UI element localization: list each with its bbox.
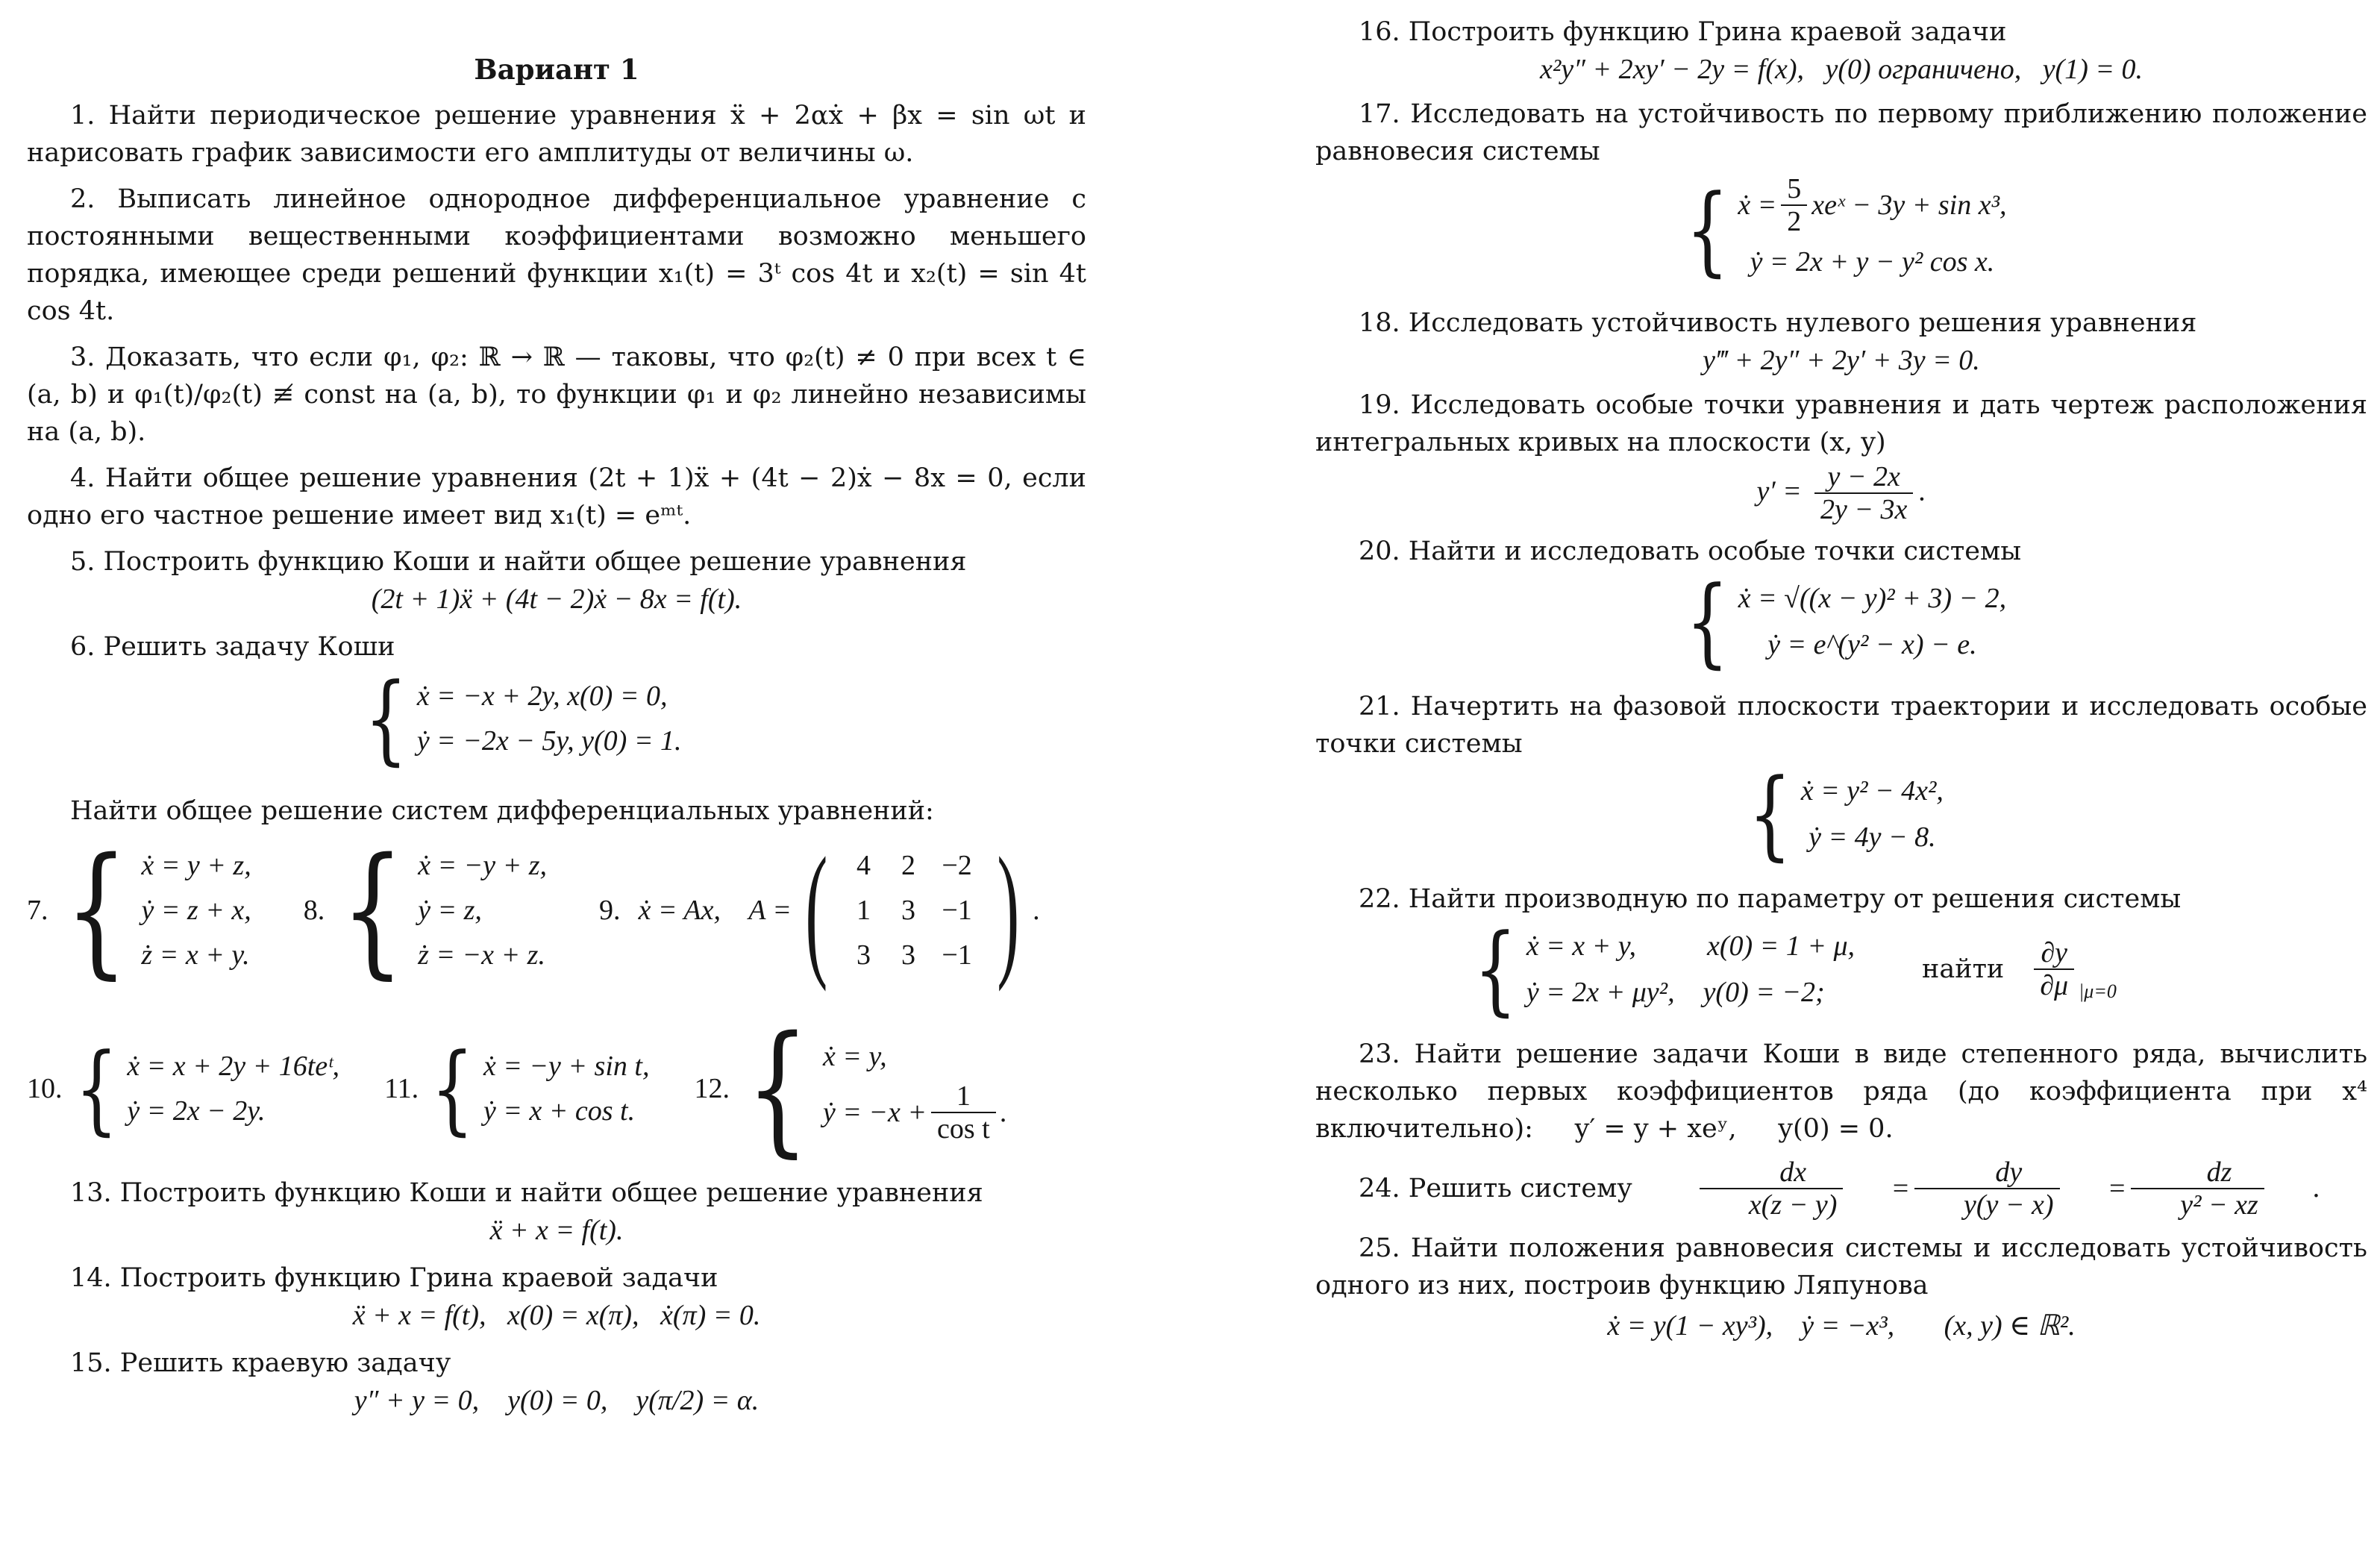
fraction-numerator: dz xyxy=(2131,1157,2264,1189)
page-title: Вариант 1 xyxy=(474,53,639,86)
fraction-numerator: 1 xyxy=(931,1080,996,1113)
problem-11-system: { ẋ = −y + sin t, ẏ = x + cos t. xyxy=(430,1032,650,1145)
matrix-cell: −1 xyxy=(942,939,972,971)
problem-10-system: { ẋ = x + 2y + 16teᵗ, ẏ = 2x − 2y. xyxy=(74,1032,340,1145)
matrix-cell: −2 xyxy=(942,850,972,881)
system-line: ẏ = z, xyxy=(418,895,482,926)
fraction-numerator: ∂y xyxy=(2034,937,2074,970)
system-line: ẋ = y, xyxy=(822,1041,887,1072)
system-line: ẋ = −y + z, xyxy=(418,850,548,881)
matrix-cell: −1 xyxy=(942,895,972,926)
problem-5-equation: (2t + 1)ẍ + (4t − 2)ẋ − 8x = f(t). xyxy=(371,583,742,615)
fraction-denominator: y(y − x) xyxy=(1964,1189,2054,1221)
system-line: ẋ = y² − 4x², xyxy=(1800,775,1944,807)
problem-1: 1. Найти периодическое решение уравнения ẍ + 2αẋ + βx = sin ωt и нарисовать график зависимости его амплитуды от величины ω. xyxy=(27,101,1086,168)
fraction-numerator: y − 2x xyxy=(1814,461,1913,494)
problem-23: 23. Найти решение задачи Коши в виде степенного ряда, вычислить несколько первых коэффициентов ряда (до коэффициента при x⁴ включительно): y′ = y + xeʸ, y(0) = 0. xyxy=(1315,1039,2376,1144)
fraction-denominator: y² − xz xyxy=(2180,1189,2258,1221)
problem-5: 5. Построить функцию Коши и найти общее решение уравнения xyxy=(70,547,967,577)
fraction-denominator: cos t xyxy=(937,1113,990,1145)
problem-4: 4. Найти общее решение уравнения (2t + 1)ẍ + (4t − 2)ẋ − 8x = 0, если одно его частное решение имеет вид x₁(t) = eᵐᵗ. xyxy=(27,463,1086,530)
problem-15: 15. Решить краевую задачу xyxy=(70,1348,451,1378)
system-line: xeˣ − 3y + sin x³, xyxy=(1811,190,2007,221)
system-line: ẏ = x + cos t. xyxy=(483,1095,636,1127)
problem-11-label: 11. xyxy=(384,1073,419,1104)
problem-19: 19. Исследовать особые точки уравнения и дать чертеж расположения интегральных кривых на плоскости (x, y) xyxy=(1315,390,2367,457)
problem-6: 6. Решить задачу Коши xyxy=(70,632,395,662)
system-line: ẏ = e^(y² − x) − e. xyxy=(1767,629,1977,660)
problem-7-system: { ẋ = y + z, ẏ = z + x, ż = x + y. xyxy=(64,827,251,992)
problem-22: 22. Найти производную по параметру от решения системы xyxy=(1359,884,2182,914)
problem-13-equation: ẍ + x = f(t). xyxy=(489,1215,624,1246)
system-line: ẏ = 2x + y − y² cos x. xyxy=(1750,246,1995,278)
problems-10-12-row xyxy=(27,1006,1086,1171)
fraction-numerator: dx xyxy=(1700,1157,1843,1189)
system-line: ż = −x + z. xyxy=(418,939,545,971)
problem-21: 21. Начертить на фазовой плоскости траектории и исследовать особые точки системы xyxy=(1315,692,2367,759)
matrix-cell: 4 xyxy=(857,850,871,881)
problem-13: 13. Построить функцию Коши и найти общее решение уравнения xyxy=(70,1178,983,1208)
right-column xyxy=(1315,0,2376,1355)
problem-14-equation: ẍ + x = f(t), x(0) = x(π), ẋ(π) = 0. xyxy=(352,1300,761,1331)
problems-7-9-row xyxy=(27,827,1086,992)
problem-20-system: { ẋ = √((x − y)² + 3) − 2, ẏ = e^(y² − x) − e. xyxy=(1685,565,2007,678)
problem-17-system: { ẋ = $\frac{5}{2}$ xeˣ − 3y + sin x³, ẏ = 2x + y − y² cos x. xyxy=(1685,173,2007,287)
problem-24: 24. Решить систему $\frac{dx}{x(z - y)}$ = $\frac{dy}{y(y - x)}$ = $\frac{dz}{\text{y² − xz}}$ . xyxy=(1315,1157,2367,1221)
fraction-denominator: 2 xyxy=(1787,206,1802,237)
system-line: ẏ = z + x, xyxy=(141,895,251,926)
system-line: ẏ = 4y − 8. xyxy=(1809,821,1936,853)
left-column xyxy=(27,0,1086,1430)
system-line: ẋ = xyxy=(1738,190,1777,221)
problem-25: 25. Найти положения равновесия системы и исследовать устойчивость одного из них, построив функцию Ляпунова xyxy=(1315,1233,2367,1301)
fraction-numerator: 5 xyxy=(1781,173,1807,206)
problem-10-label: 10. xyxy=(27,1073,63,1104)
system-line: ẋ = x + 2y + 16teᵗ, xyxy=(127,1051,340,1082)
problem-20: 20. Найти и исследовать особые точки системы xyxy=(1359,536,2022,566)
problem-15-equation: y″ + y = 0, y(0) = 0, y(π/2) = α. xyxy=(354,1385,760,1416)
matrix-cell: 3 xyxy=(857,939,871,971)
problem-21-system: { ẋ = y² − 4x², ẏ = 4y − 8. xyxy=(1748,757,1944,871)
matrix-cell: 3 xyxy=(901,939,916,971)
fraction-denominator: x(z − y) xyxy=(1748,1189,1838,1221)
system-line: ẋ = x + y, x(0) = 1 + μ, xyxy=(1526,930,1856,962)
problem-14: 14. Построить функцию Грина краевой задачи xyxy=(70,1263,718,1293)
fraction-numerator: dy xyxy=(1914,1157,2060,1189)
find-word: найти xyxy=(1922,954,2005,984)
problem-2: 2. Выписать линейное однородное дифференциальное уравнение с постоянными вещественными коэффициентами возможно меньшего порядка, имеющее среди решений функции x₁(t) = 3ᵗ cos 4t и x₂(t) = sin 4t cos 4t. xyxy=(27,184,1086,326)
system-line: ẏ = 2x + μy², y(0) = −2; xyxy=(1526,977,1825,1008)
problem-17: 17. Исследовать на устойчивость по первому приближению положение равновесия системы xyxy=(1315,99,2367,166)
system-line: ẋ = √((x − y)² + 3) − 2, xyxy=(1738,583,2007,614)
problem-6-system: { ẋ = −x + 2y, x(0) = 0, ẏ = −2x − 5y, y(0) = 1. xyxy=(364,662,682,775)
equation-lhs: y′ = xyxy=(1756,475,1802,507)
problem-25-equation: ẋ = y(1 − xy³), ẏ = −x³, (x, y) ∈ ℝ². xyxy=(1607,1310,2076,1342)
evaluation-condition: |μ=0 xyxy=(2079,980,2117,1002)
matrix-cell: 3 xyxy=(901,895,916,926)
system-line: ż = x + y. xyxy=(141,939,250,971)
problem-12-label: 12. xyxy=(694,1073,730,1104)
problem-16-equation: x²y″ + 2xy′ − 2y = f(x), y(0) ограничено, y(1) = 0. xyxy=(1539,54,2143,85)
matrix-cell: 1 xyxy=(857,895,871,926)
problem-19-equation: y′ = $\frac{y - 2x}{2y - 3x}$ . xyxy=(1756,461,1926,525)
matrix-cell: 2 xyxy=(901,850,916,881)
problem-9-equation: ẋ = Ax, A = xyxy=(638,895,792,926)
problem-16: 16. Построить функцию Грина краевой задачи xyxy=(1359,17,2007,47)
system-line: ẏ = −x + xyxy=(822,1097,927,1128)
problem-9-matrix: ( 4 2 −2 1 3 −1 3 3 −1 ) . xyxy=(805,827,1040,992)
problem-9-label: 9. xyxy=(599,895,621,926)
problem-7-label: 7. xyxy=(27,895,48,926)
problem-18-equation: y‴ + 2y″ + 2y′ + 3y = 0. xyxy=(1703,345,1980,376)
problem-24-text: 24. Решить систему xyxy=(1359,1174,1632,1204)
fraction-denominator: ∂μ xyxy=(2040,970,2069,1001)
fraction-denominator: 2y − 3x xyxy=(1820,494,1908,525)
problem-18: 18. Исследовать устойчивость нулевого решения уравнения xyxy=(1359,308,2197,338)
problem-8-system: { ẋ = −y + z, ẏ = z, ż = −x + z. xyxy=(341,827,548,992)
problem-3: 3. Доказать, что если φ₁, φ₂: ℝ → ℝ — таковы, что φ₂(t) ≠ 0 при всех t ∈ (a, b) и φ₁(t)/φ₂(t) ≢ const на (a, b), то функции φ₁ и φ₂ линейно независимы на (a, b). xyxy=(27,342,1086,447)
systems-intro: Найти общее решение систем дифференциальных уравнений: xyxy=(70,796,934,826)
system-line: ẋ = −y + sin t, xyxy=(483,1051,650,1082)
system-line: ẏ = 2x − 2y. xyxy=(127,1095,266,1127)
problem-8-label: 8. xyxy=(303,895,325,926)
system-line: ẋ = y + z, xyxy=(141,850,251,881)
system-line: ẋ = −x + 2y, x(0) = 0, xyxy=(416,680,668,712)
problem-22-system: { ẋ = x + y, x(0) = 1 + μ, ẏ = 2x + μy², y(0) = −2; найти $\frac{\partial y}{\partial\mu}$ |μ=0 xyxy=(1474,913,2117,1026)
problem-12-system: { ẋ = y, ẏ = −x + $\frac{1}{\text{cos t}}$ . xyxy=(746,1006,1008,1171)
system-line: ẏ = −2x − 5y, y(0) = 1. xyxy=(416,725,682,757)
